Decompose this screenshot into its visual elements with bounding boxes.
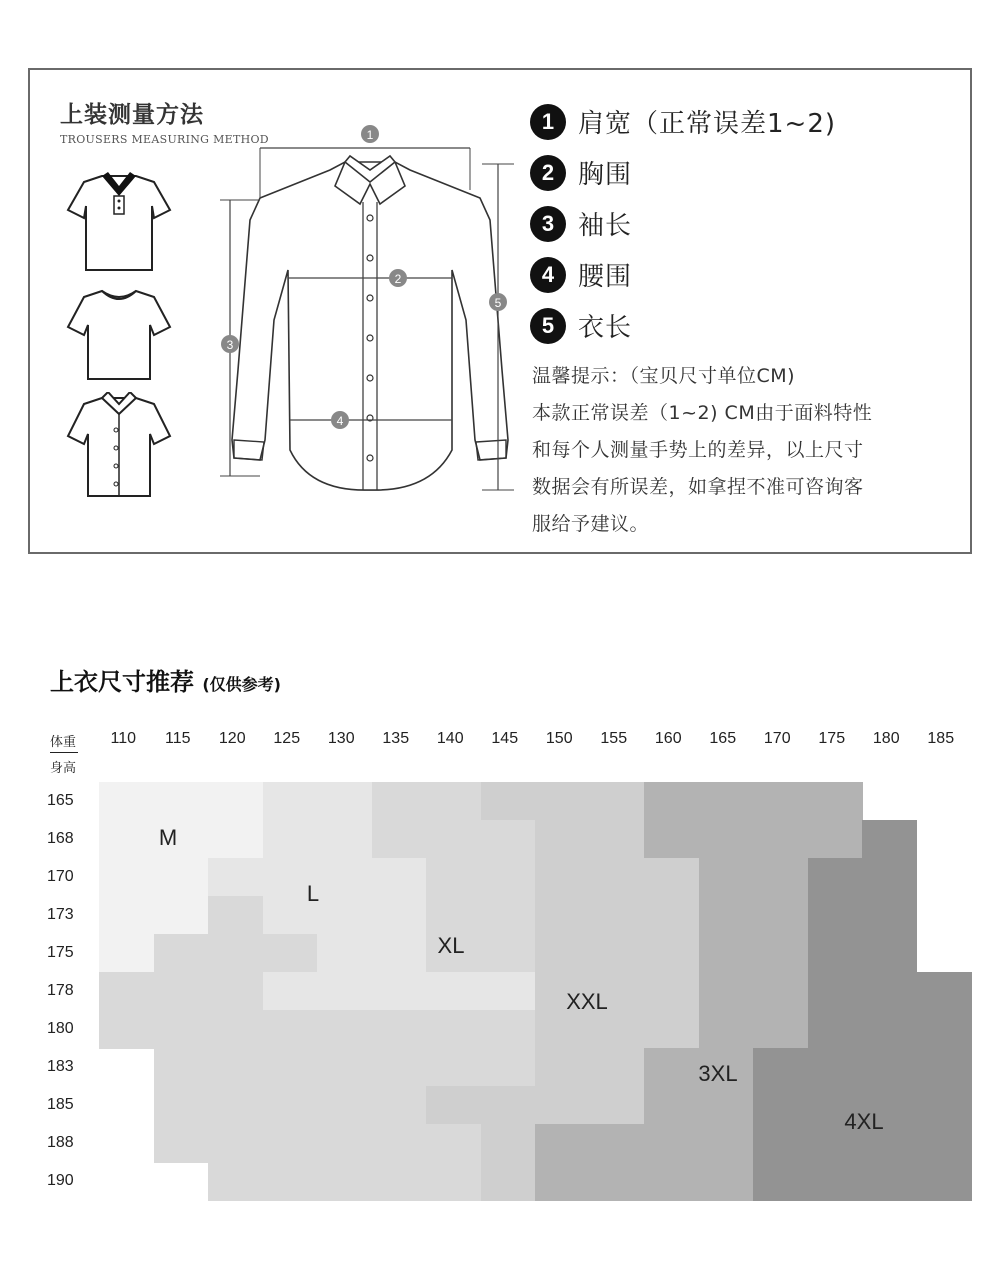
- size-cell-xxl: [590, 858, 645, 897]
- height-tick: 175: [47, 944, 74, 961]
- long-sleeve-shirt-diagram: [220, 120, 520, 500]
- size-cell-3xl: [644, 1162, 699, 1201]
- size-cell-m: [208, 820, 263, 859]
- size-cell-xl: [372, 1124, 427, 1163]
- size-cell-3xl: [699, 1010, 754, 1049]
- size-cell-3xl: [590, 1124, 645, 1163]
- size-cell-xl: [263, 1048, 318, 1087]
- size-cell-4xl: [917, 1048, 972, 1087]
- size-cell-xl: [208, 1124, 263, 1163]
- size-cell-xxl: [481, 1162, 536, 1201]
- size-cell-m: [154, 858, 209, 897]
- legend-item-waist: [530, 249, 836, 300]
- size-label-l: L: [306, 881, 320, 906]
- tip-line: 温馨提示：（宝贝尺寸单位CM): [532, 365, 796, 387]
- size-cell-xl: [208, 972, 263, 1011]
- size-cell-3xl: [699, 820, 754, 859]
- size-cell-xl: [426, 858, 481, 897]
- size-cell-4xl: [808, 934, 863, 973]
- size-cell-l: [372, 972, 427, 1011]
- size-cell-xl: [263, 934, 318, 973]
- size-cell-xl: [426, 820, 481, 859]
- size-cell-3xl: [699, 782, 754, 821]
- size-cell-xl: [426, 1048, 481, 1087]
- legend-label: 腰围: [578, 262, 633, 292]
- weight-tick: 115: [164, 730, 191, 747]
- size-cell-xxl: [590, 820, 645, 859]
- size-cell-4xl: [808, 858, 863, 897]
- size-cell-xxl: [535, 820, 590, 859]
- size-cell-l: [263, 972, 318, 1011]
- size-cell-4xl: [917, 1162, 972, 1201]
- size-cell-l: [317, 820, 372, 859]
- size-cell-xl: [481, 934, 536, 973]
- size-cell-3xl: [753, 1010, 808, 1049]
- short-sleeve-shirt-icon: [64, 392, 174, 500]
- size-cell-4xl: [862, 1162, 917, 1201]
- size-cell-xxl: [644, 934, 699, 973]
- size-cell-4xl: [862, 972, 917, 1011]
- height-tick: 183: [47, 1058, 74, 1075]
- size-cell-xxl: [535, 934, 590, 973]
- size-cell-xxl: [535, 896, 590, 935]
- size-cell-4xl: [917, 1124, 972, 1163]
- svg-text:5: 5: [494, 296, 502, 310]
- size-cell-xxl: [590, 782, 645, 821]
- size-cell-xl: [317, 1086, 372, 1125]
- legend-item-length: [530, 300, 836, 351]
- size-cell-xl: [372, 782, 427, 821]
- size-cell-3xl: [644, 1048, 699, 1087]
- size-cell-xl: [426, 782, 481, 821]
- size-cell-4xl: [862, 1048, 917, 1087]
- size-cell-xxl: [535, 1048, 590, 1087]
- size-cell-3xl: [699, 858, 754, 897]
- size-cell-4xl: [753, 1162, 808, 1201]
- tip-line: 服给予建议。: [532, 513, 650, 535]
- size-cell-3xl: [753, 820, 808, 859]
- height-tick: 165: [47, 792, 74, 809]
- size-cell-xl: [426, 1162, 481, 1201]
- size-cell-l: [317, 782, 372, 821]
- size-cell-xxl: [426, 1086, 481, 1125]
- size-cell-3xl: [699, 972, 754, 1011]
- height-tick: 188: [47, 1134, 74, 1151]
- size-cell-xxl: [644, 896, 699, 935]
- svg-text:2: 2: [394, 272, 402, 286]
- size-cell-m: [99, 820, 154, 859]
- size-cell-4xl: [862, 934, 917, 973]
- size-cell-xl: [208, 896, 263, 935]
- size-cell-xl: [481, 896, 536, 935]
- size-cell-xl: [372, 1086, 427, 1125]
- size-cell-xl: [263, 1162, 318, 1201]
- weight-tick: 130: [327, 730, 355, 747]
- size-cell-4xl: [808, 896, 863, 935]
- legend-label: 肩宽（正常误差1~2): [578, 109, 837, 139]
- size-cell-4xl: [808, 1048, 863, 1087]
- size-cell-4xl: [917, 972, 972, 1011]
- number-4-icon: 4: [530, 257, 566, 293]
- size-cell-xl: [99, 972, 154, 1011]
- height-tick: 168: [47, 830, 74, 847]
- size-cell-xl: [426, 1010, 481, 1049]
- weight-tick: 170: [763, 730, 791, 747]
- size-cell-3xl: [808, 820, 863, 859]
- size-cell-xl: [426, 896, 481, 935]
- size-cell-xxl: [590, 1086, 645, 1125]
- size-cell-xxl: [535, 1086, 590, 1125]
- svg-text:4: 4: [336, 414, 344, 428]
- size-cell-3xl: [753, 782, 808, 821]
- height-tick: 190: [47, 1172, 74, 1189]
- size-cell-xl: [317, 1124, 372, 1163]
- length-measure-line: [480, 162, 520, 494]
- size-cell-4xl: [753, 1124, 808, 1163]
- weight-tick: 140: [436, 730, 464, 747]
- size-cell-l: [372, 896, 427, 935]
- size-cell-3xl: [644, 1124, 699, 1163]
- size-label-m: M: [158, 825, 178, 850]
- size-cell-4xl: [862, 896, 917, 935]
- size-cell-xl: [154, 972, 209, 1011]
- height-tick: 173: [47, 906, 74, 923]
- weight-tick: 155: [600, 730, 628, 747]
- size-cell-xl: [372, 1048, 427, 1087]
- method-title: 上装测量方法: [60, 102, 204, 128]
- size-cell-3xl: [644, 1086, 699, 1125]
- size-label-3xl: 3XL: [698, 1061, 738, 1086]
- polo-shirt-icon: [64, 170, 174, 274]
- size-cell-4xl: [862, 1010, 917, 1049]
- method-subtitle: TROUSERS MEASURING METHOD: [60, 133, 269, 146]
- size-cell-xl: [99, 1010, 154, 1049]
- axis-divider: [50, 752, 78, 753]
- size-cell-l: [263, 782, 318, 821]
- size-cell-l: [317, 934, 372, 973]
- size-cell-4xl: [753, 1048, 808, 1087]
- size-cell-xxl: [590, 1010, 645, 1049]
- size-cell-4xl: [753, 1086, 808, 1125]
- size-cell-xl: [317, 1010, 372, 1049]
- size-cell-l: [208, 858, 263, 897]
- height-axis-label: 身高: [50, 761, 77, 776]
- tip-line: 本款正常误差（1~2) CM由于面料特性: [532, 402, 873, 424]
- size-cell-xxl: [644, 858, 699, 897]
- legend-label: 胸围: [578, 160, 633, 190]
- size-title-note: (仅供参考): [202, 675, 281, 694]
- weight-tick: 110: [110, 730, 136, 747]
- measuring-method-panel: [28, 68, 972, 554]
- legend-item-sleeve: [530, 198, 836, 249]
- size-cell-4xl: [917, 1086, 972, 1125]
- size-cell-m: [154, 782, 209, 821]
- svg-text:3: 3: [226, 338, 234, 352]
- number-2-icon: 2: [530, 155, 566, 191]
- size-cell-xl: [263, 1124, 318, 1163]
- size-cell-l: [426, 972, 481, 1011]
- size-cell-xl: [481, 820, 536, 859]
- weight-tick: 160: [654, 730, 682, 747]
- size-label-xxl: XXL: [566, 989, 608, 1014]
- weight-tick: 135: [382, 730, 410, 747]
- size-cell-3xl: [753, 934, 808, 973]
- size-cell-3xl: [699, 934, 754, 973]
- height-tick: 180: [47, 1020, 74, 1037]
- size-cell-xl: [372, 1010, 427, 1049]
- size-cell-l: [317, 896, 372, 935]
- size-cell-l: [263, 820, 318, 859]
- size-cell-xl: [481, 1048, 536, 1087]
- tshirt-icon: [64, 285, 174, 383]
- size-cell-4xl: [808, 1162, 863, 1201]
- size-cell-xxl: [535, 858, 590, 897]
- weight-tick: 145: [491, 730, 519, 747]
- size-cell-xl: [481, 858, 536, 897]
- size-cell-m: [99, 934, 154, 973]
- size-cell-3xl: [535, 1162, 590, 1201]
- size-cell-3xl: [644, 782, 699, 821]
- tip-line: 数据会有所误差，如拿捏不准可咨询客: [532, 476, 864, 498]
- size-cell-xl: [263, 1086, 318, 1125]
- size-cell-m: [208, 782, 263, 821]
- size-cell-xl: [426, 1124, 481, 1163]
- size-cell-xxl: [644, 1010, 699, 1049]
- size-cell-xl: [208, 1048, 263, 1087]
- legend-label: 袖长: [578, 211, 633, 241]
- size-cell-4xl: [862, 820, 917, 859]
- size-cell-xxl: [481, 1086, 536, 1125]
- size-cell-l: [317, 858, 372, 897]
- size-cell-xl: [317, 1162, 372, 1201]
- size-cell-xl: [372, 820, 427, 859]
- svg-text:1: 1: [366, 128, 374, 142]
- number-3-icon: 3: [530, 206, 566, 242]
- size-cell-xl: [263, 1010, 318, 1049]
- size-cell-xxl: [590, 934, 645, 973]
- weight-tick: 180: [872, 730, 900, 747]
- size-cell-xxl: [590, 896, 645, 935]
- size-cell-xxl: [535, 1010, 590, 1049]
- size-cell-3xl: [535, 1124, 590, 1163]
- size-cell-l: [481, 972, 536, 1011]
- size-cell-xl: [154, 1124, 209, 1163]
- size-cell-3xl: [753, 972, 808, 1011]
- tips-text: [532, 358, 932, 543]
- weight-tick: 125: [273, 730, 301, 747]
- size-cell-xl: [208, 1086, 263, 1125]
- size-title-main: 上衣尺寸推荐: [50, 668, 194, 696]
- weight-tick: 150: [545, 730, 573, 747]
- size-cell-m: [99, 896, 154, 935]
- size-cell-3xl: [808, 782, 863, 821]
- size-cell-4xl: [862, 858, 917, 897]
- size-cell-3xl: [644, 820, 699, 859]
- size-cell-xxl: [590, 1048, 645, 1087]
- size-cell-m: [99, 782, 154, 821]
- size-label-xl: XL: [437, 933, 465, 958]
- size-cell-xl: [154, 1086, 209, 1125]
- size-cell-xl: [154, 1048, 209, 1087]
- number-5-icon: 5: [530, 308, 566, 344]
- size-table-title: [50, 662, 281, 697]
- size-cell-xl: [154, 934, 209, 973]
- size-label-4xl: 4XL: [844, 1109, 884, 1134]
- legend-label: 衣长: [578, 313, 633, 343]
- size-cell-l: [372, 934, 427, 973]
- height-tick: 185: [47, 1096, 74, 1113]
- size-cell-3xl: [590, 1162, 645, 1201]
- size-cell-4xl: [808, 1010, 863, 1049]
- tip-line: 和每个人测量手势上的差异，以上尺寸: [532, 439, 864, 461]
- legend-item-shoulder: [530, 96, 836, 147]
- legend-item-chest: [530, 147, 836, 198]
- size-cell-xl: [317, 1048, 372, 1087]
- size-cell-m: [99, 858, 154, 897]
- size-cell-4xl: [917, 1010, 972, 1049]
- size-cell-xxl: [535, 782, 590, 821]
- measure-legend: [530, 96, 836, 351]
- size-cell-xxl: [644, 972, 699, 1011]
- size-cell-3xl: [753, 858, 808, 897]
- size-cell-m: [154, 896, 209, 935]
- size-cell-xl: [481, 1010, 536, 1049]
- number-1-icon: 1: [530, 104, 566, 140]
- weight-tick: 185: [927, 730, 955, 747]
- size-cell-xl: [372, 1162, 427, 1201]
- size-cell-3xl: [699, 1162, 754, 1201]
- size-cell-3xl: [699, 1086, 754, 1125]
- weight-tick: 120: [218, 730, 246, 747]
- size-cell-xl: [208, 1010, 263, 1049]
- height-tick: 178: [47, 982, 74, 999]
- height-tick: 170: [47, 868, 74, 885]
- size-cell-xxl: [481, 1124, 536, 1163]
- size-cell-xl: [154, 1010, 209, 1049]
- size-cell-l: [317, 972, 372, 1011]
- size-cell-3xl: [753, 896, 808, 935]
- size-cell-3xl: [699, 1124, 754, 1163]
- size-cell-xxl: [481, 782, 536, 821]
- size-cell-l: [372, 858, 427, 897]
- weight-tick: 175: [818, 730, 846, 747]
- size-cell-4xl: [808, 972, 863, 1011]
- size-cell-xl: [208, 1162, 263, 1201]
- size-cell-3xl: [699, 896, 754, 935]
- size-cell-xl: [208, 934, 263, 973]
- weight-tick: 165: [709, 730, 737, 747]
- weight-axis-label: 体重: [50, 735, 77, 750]
